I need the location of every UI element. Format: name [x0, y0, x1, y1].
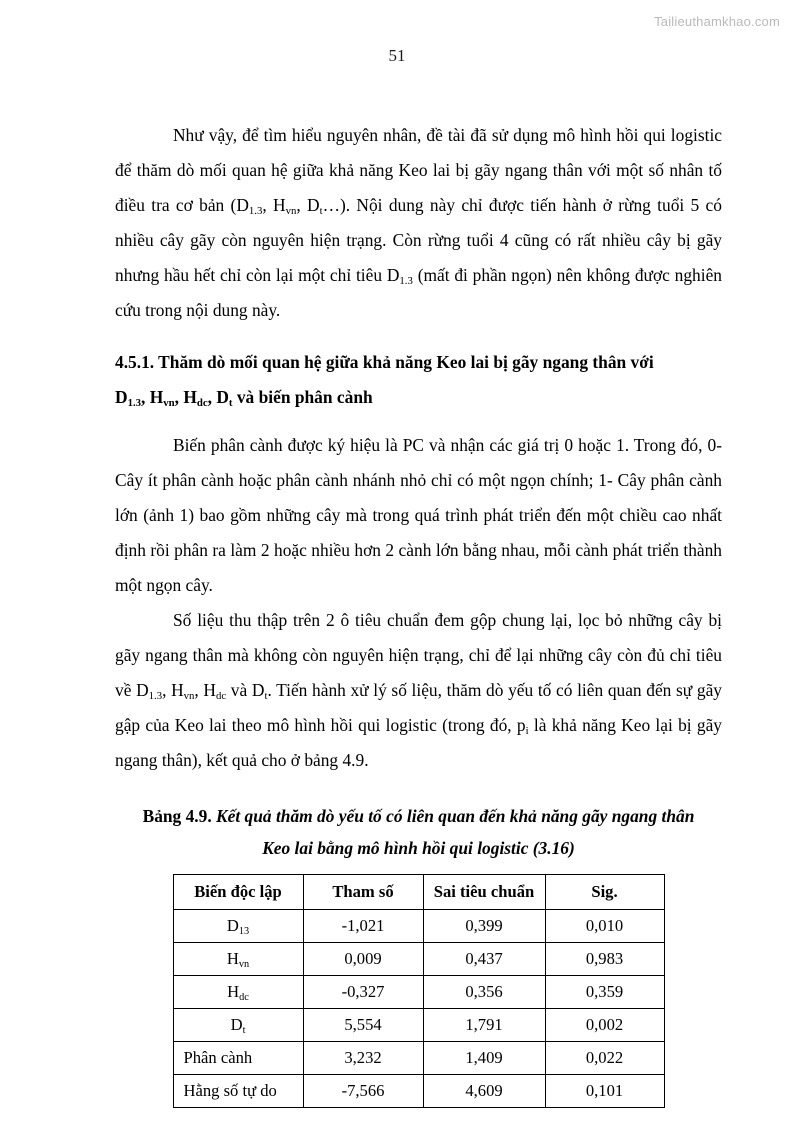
variable-symbol: D: [226, 916, 239, 935]
table-body: [173, 910, 664, 1108]
cell-variable: [173, 1075, 303, 1108]
p3-subscript-1: 1.3: [148, 690, 163, 703]
cell-variable: [173, 910, 303, 943]
cell-std-error: 1,409: [423, 1042, 545, 1075]
p1-subscript-4: 1.3: [399, 275, 413, 288]
table-row: [173, 910, 664, 943]
p3-segment-b: , H: [162, 680, 184, 700]
cell-parameter: -0,327: [303, 976, 423, 1009]
cell-sig: 0,010: [545, 910, 664, 943]
table-header-row: [173, 875, 664, 910]
p1-segment-a: Như vậy, để tìm hiểu nguyên nhân, đề tài đã sử dụng mô hình hồi qui logistic để thăm dò mối quan hệ giữa khả năng Keo lai bị gãy ngang thân với một số nhân tố điều tra cơ bản (D: [115, 125, 722, 215]
p1-subscript-1: 1.3: [248, 205, 263, 218]
cell-variable: [173, 943, 303, 976]
cell-variable: [173, 1042, 303, 1075]
p3-subscript-5: i: [525, 725, 529, 738]
table-caption-label: Bảng 4.9.: [142, 806, 212, 826]
table-caption: [115, 800, 722, 864]
table-row: [173, 1075, 664, 1108]
p1-segment-d: …). Nội dung này chỉ được tiến hành ở rừng tuổi 5 có nhiều cây gãy còn nguyên hiện trạng. Còn rừng tuổi 4 cũng có rất nhiều cây bị gãy nhưng hầu hết chỉ còn lại một chỉ tiêu D: [115, 195, 722, 285]
watermark-text: Tailieuthamkhao.com: [654, 14, 780, 29]
p3-subscript-2: vn: [183, 690, 195, 703]
page-content: [115, 118, 722, 1108]
table-row: [173, 1042, 664, 1075]
variable-symbol: H: [227, 982, 240, 1001]
p3-segment-c: , H: [194, 680, 216, 700]
heading-line2-c: , H: [174, 387, 197, 407]
p1-segment-e: (mất đi phần ngọn) nên không được nghiên cứu trong nội dung này.: [115, 265, 722, 320]
p3-segment-a: Số liệu thu thập trên 2 ô tiêu chuẩn đem gộp chung lại, lọc bỏ những cây bị gãy ngang thân mà không còn nguyên hiện trạng, chỉ để lại những cây còn đủ chỉ tiêu về D: [115, 610, 722, 700]
cell-sig: 0,002: [545, 1009, 664, 1042]
heading-line2-a: D: [115, 387, 128, 407]
paragraph-2: Biến phân cành được ký hiệu là PC và nhận các giá trị 0 hoặc 1. Trong đó, 0- Cây ít phân cành hoặc phân cành nhánh nhỏ chỉ có một ngọn chính; 1- Cây phân cành lớn (ảnh 1) bao gồm những cây mà trong quá trình phát triển đến một chiều cao nhất định rồi phân ra làm 2 hoặc nhiều hơn 2 cành lớn bằng nhau, mỗi cành phát triển thành một ngọn cây.: [115, 435, 722, 595]
cell-parameter: -1,021: [303, 910, 423, 943]
column-header-variable: Biến độc lập: [173, 875, 303, 910]
cell-parameter: 5,554: [303, 1009, 423, 1042]
section-heading: [115, 345, 722, 415]
variable-symbol: Hằng số tự do: [183, 1081, 277, 1100]
column-header-parameter: Tham số: [303, 875, 423, 910]
table-caption-text: Kết quả thăm dò yếu tố có liên quan đến khả năng gãy ngang thân Keo lai bằng mô hình hồi qui logistic (3.16): [211, 806, 695, 858]
variable-subscript: 13: [238, 925, 250, 937]
p1-segment-b: , H: [262, 195, 286, 215]
heading-line2-d: , D: [207, 387, 229, 407]
heading-line2-b: , H: [141, 387, 164, 407]
cell-sig: 0,359: [545, 976, 664, 1009]
p3-segment-f: là khả năng Keo lại bị gãy ngang thân), kết quả cho ở bảng 4.9.: [115, 715, 722, 770]
p3-segment-d: và D: [226, 680, 265, 700]
cell-std-error: 4,609: [423, 1075, 545, 1108]
column-header-sig: Sig.: [545, 875, 664, 910]
p1-subscript-3: t: [319, 205, 323, 218]
paragraph-3: [115, 603, 722, 778]
variable-subscript: dc: [239, 991, 249, 1003]
p1-segment-c: , D: [296, 195, 320, 215]
cell-sig: 0,022: [545, 1042, 664, 1075]
column-header-std-error: Sai tiêu chuẩn: [423, 875, 545, 910]
heading-subscript-2: vn: [163, 397, 175, 410]
table-row: [173, 943, 664, 976]
cell-std-error: 0,399: [423, 910, 545, 943]
cell-std-error: 0,356: [423, 976, 545, 1009]
table-row: [173, 1009, 664, 1042]
cell-sig: 0,101: [545, 1075, 664, 1108]
cell-std-error: 1,791: [423, 1009, 545, 1042]
p3-segment-e: . Tiến hành xử lý số liệu, thăm dò yếu tố có liên quan đến sự gãy gập của Keo lai theo mô hình hồi qui logistic (trong đó, p: [115, 680, 722, 735]
cell-parameter: -7,566: [303, 1075, 423, 1108]
variable-subscript: vn: [238, 958, 250, 970]
cell-variable: [173, 1009, 303, 1042]
heading-line2-e: và biến phân cành: [232, 387, 373, 407]
heading-subscript-1: 1.3: [127, 397, 142, 410]
paragraph-1: [115, 118, 722, 328]
cell-parameter: 0,009: [303, 943, 423, 976]
p3-subscript-4: t: [264, 690, 268, 703]
heading-line1-text: Thăm dò mối quan hệ giữa khả năng Keo lai bị gãy ngang thân với: [154, 352, 654, 372]
variable-subscript: t: [242, 1024, 246, 1036]
variable-symbol: H: [226, 949, 239, 968]
p3-subscript-3: dc: [215, 690, 227, 703]
heading-number: 4.5.1.: [115, 352, 155, 372]
table-row: [173, 976, 664, 1009]
heading-subscript-4: t: [228, 397, 233, 410]
page-number: 51: [388, 46, 406, 65]
variable-symbol: D: [230, 1015, 243, 1034]
results-table: [173, 874, 665, 1108]
cell-variable: [173, 976, 303, 1009]
variable-symbol: Phân cành: [183, 1048, 253, 1067]
p1-subscript-2: vn: [285, 205, 297, 218]
cell-parameter: 3,232: [303, 1042, 423, 1075]
heading-subscript-3: dc: [196, 397, 208, 410]
cell-std-error: 0,437: [423, 943, 545, 976]
cell-sig: 0,983: [545, 943, 664, 976]
